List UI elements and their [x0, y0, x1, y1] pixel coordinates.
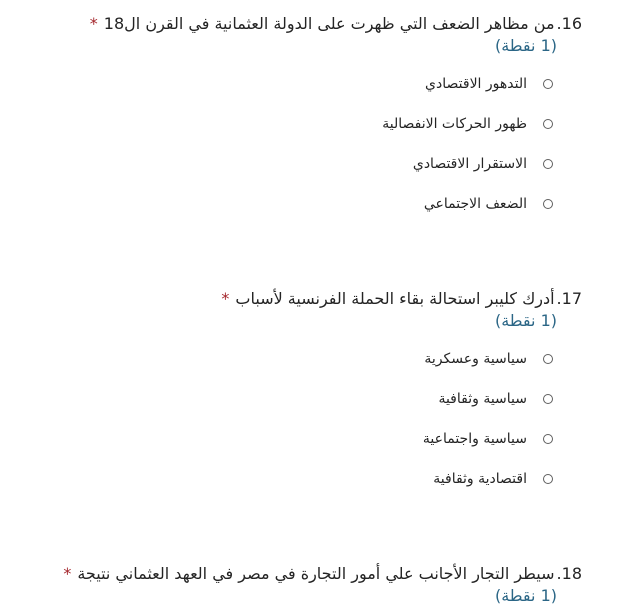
required-asterisk: *: [89, 14, 98, 33]
question-points: (1 نقطة): [494, 311, 557, 330]
option-radio[interactable]: [0, 469, 553, 489]
radio-circle-icon[interactable]: [543, 354, 553, 364]
option-radio[interactable]: [0, 429, 553, 449]
question-text: سيطر التجار الأجانب علي أمور التجارة في مصر في العهد العثماني نتيجة: [77, 564, 555, 583]
question-18: [0, 563, 582, 607]
question-number: 17.: [556, 289, 582, 308]
question-number: 16.: [556, 14, 582, 33]
question-16: [0, 13, 582, 234]
option-label: ظهور الحركات الانفصالية: [382, 116, 527, 132]
question-points: (1 نقطة): [494, 586, 557, 605]
option-label: سياسية وثقافية: [438, 391, 527, 407]
option-radio[interactable]: [0, 194, 553, 214]
option-label: سياسية واجتماعية: [422, 431, 527, 447]
radio-circle-icon[interactable]: [543, 159, 553, 169]
question-text: أدرك كليبر استحالة بقاء الحملة الفرنسية لأسباب: [235, 289, 555, 308]
option-label: الضعف الاجتماعي: [423, 196, 527, 212]
option-radio[interactable]: [0, 349, 553, 369]
option-radio[interactable]: [0, 114, 553, 134]
radio-circle-icon[interactable]: [543, 434, 553, 444]
question-title: [0, 13, 582, 35]
required-asterisk: *: [221, 289, 230, 308]
options-group: [0, 74, 553, 214]
option-radio[interactable]: [0, 389, 553, 409]
question-title: [0, 288, 582, 310]
option-label: سياسية وعسكرية: [424, 351, 527, 367]
option-label: الاستقرار الاقتصادي: [412, 156, 527, 172]
question-number: 18.: [556, 564, 582, 583]
required-asterisk: *: [63, 564, 72, 583]
question-17: [0, 288, 582, 509]
option-label: التدهور الاقتصادي: [425, 76, 527, 92]
radio-circle-icon[interactable]: [543, 394, 553, 404]
option-radio[interactable]: [0, 74, 553, 94]
radio-circle-icon[interactable]: [543, 474, 553, 484]
radio-circle-icon[interactable]: [543, 79, 553, 89]
options-group: [0, 349, 553, 489]
question-text: من مظاهر الضعف التي ظهرت على الدولة العثمانية في القرن ال18: [103, 14, 555, 33]
radio-circle-icon[interactable]: [543, 199, 553, 209]
option-label: اقتصادية وثقافية: [433, 471, 527, 487]
question-title: [0, 563, 582, 585]
option-radio[interactable]: [0, 154, 553, 174]
radio-circle-icon[interactable]: [543, 119, 553, 129]
question-points: (1 نقطة): [494, 36, 557, 55]
